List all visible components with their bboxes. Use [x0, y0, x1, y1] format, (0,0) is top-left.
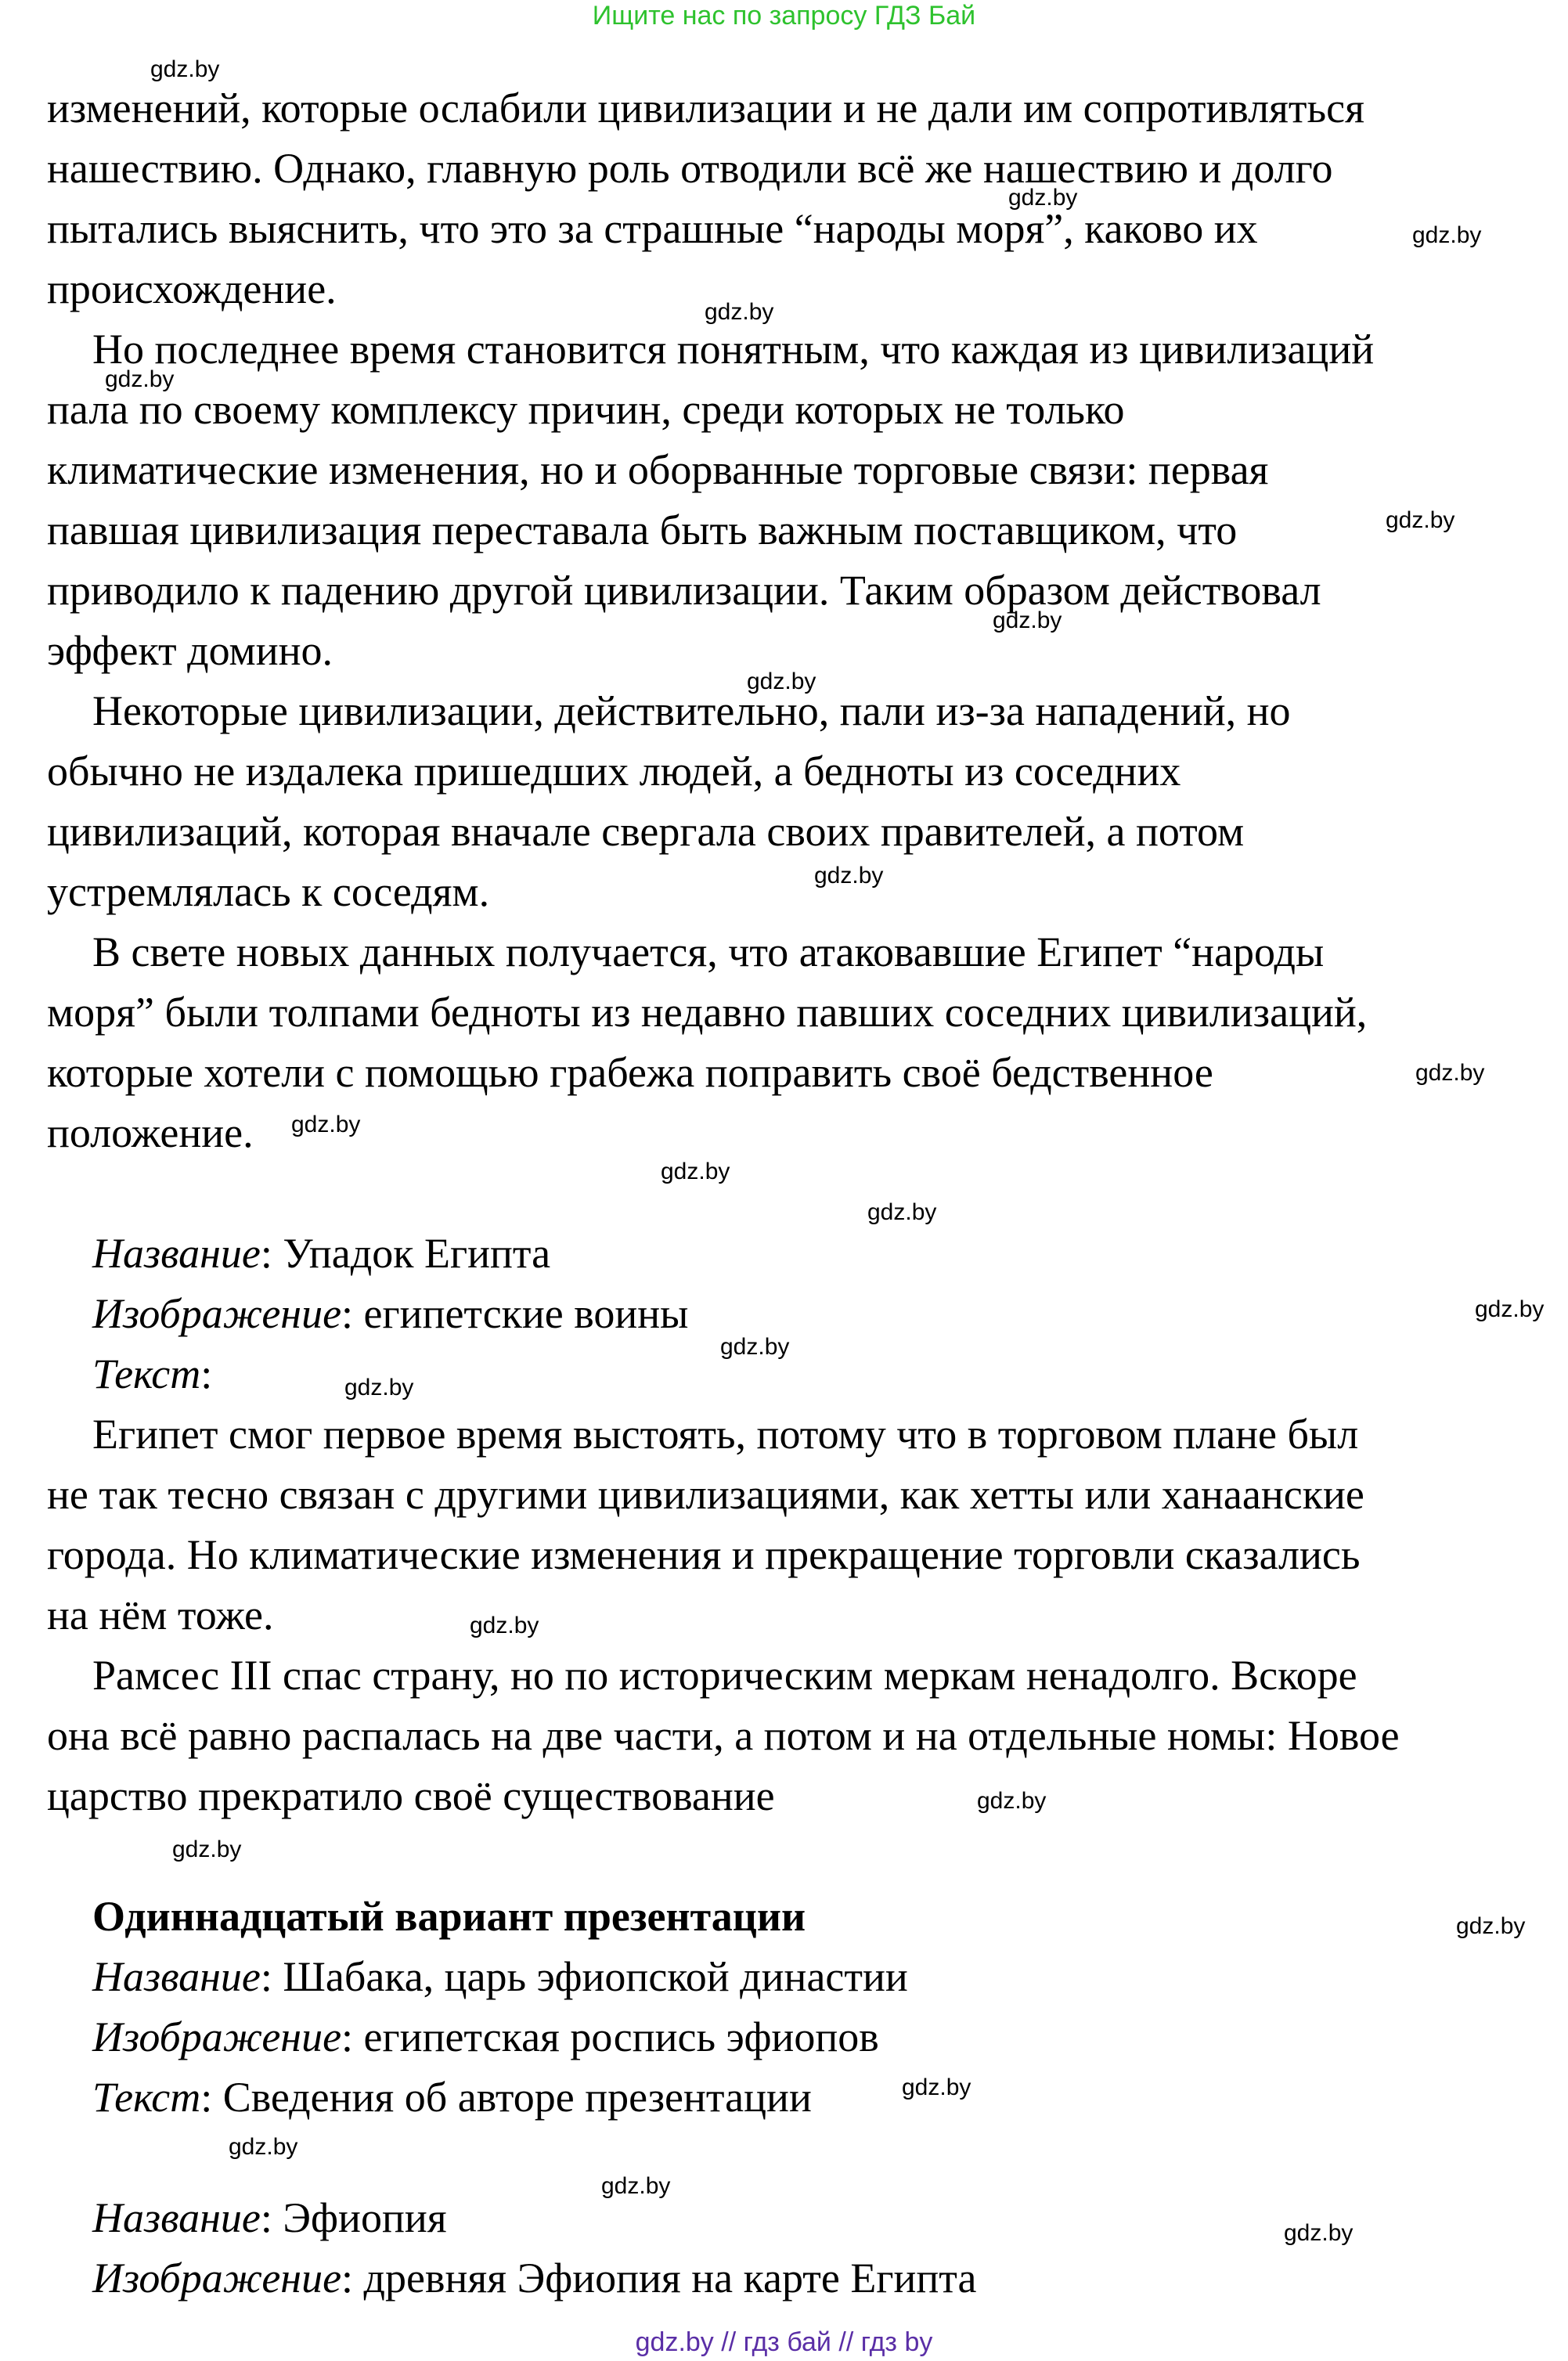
field-value: : Шабака, царь эфиопской династии [260, 1953, 908, 2000]
watermark: gdz.by [747, 669, 816, 694]
document-body [47, 78, 1534, 2309]
text-line: эффект домино. [47, 627, 333, 674]
watermark: gdz.by [344, 1375, 414, 1400]
field-label: Изображение [92, 1290, 342, 1337]
text-line: положение. [47, 1109, 254, 1156]
field-label: Текст [92, 1350, 201, 1397]
text-line: пытались выяснить, что это за страшные “народы моря”, каково их [47, 205, 1258, 252]
field-value: : древняя Эфиопия на карте Египта [341, 2255, 977, 2302]
paragraph-2 [47, 319, 1534, 681]
paragraph-6 [47, 1645, 1534, 1826]
watermark: gdz.by [814, 863, 884, 889]
watermark: gdz.by [105, 366, 175, 392]
watermark: gdz.by [1415, 1060, 1485, 1086]
watermark: gdz.by [867, 1199, 937, 1225]
text-line: приводило к падению другой цивилизации. Таким образом действовал [47, 567, 1321, 614]
text-line: В свете новых данных получается, что атаковавшие Египет “народы [92, 928, 1325, 975]
watermark: gdz.by [1412, 222, 1482, 248]
text-line: обычно не издалека пришедших людей, а бедноты из соседних [47, 748, 1181, 795]
watermark: gdz.by [291, 1112, 361, 1137]
text-line: которые хотели с помощью грабежа поправить своё бедственное [47, 1049, 1213, 1096]
text-line: пала по своему комплексу причин, среди которых не только [47, 386, 1125, 433]
watermark: gdz.by [977, 1788, 1047, 1814]
slide-text-line [47, 1344, 1534, 1404]
watermark: gdz.by [720, 1334, 790, 1360]
paragraph-4 [47, 922, 1534, 1163]
text-line: Но последнее время становится понятным, что каждая из цивилизаций [92, 326, 1375, 373]
field-label: Название [92, 1230, 261, 1277]
section-heading: Одиннадцатый вариант презентации [92, 1893, 806, 1940]
slide-image-line [47, 1284, 1534, 1344]
watermark: gdz.by [993, 607, 1062, 633]
text-line: Египет смог первое время выстоять, потому что в торговом плане был [92, 1411, 1359, 1458]
watermark: gdz.by [705, 299, 774, 325]
watermark: gdz.by [1008, 185, 1078, 211]
watermark: gdz.by [150, 56, 220, 82]
field-label: Текст [92, 2074, 201, 2121]
text-line: на нём тоже. [47, 1591, 274, 1638]
watermark: gdz.by [470, 1613, 539, 1638]
watermark: gdz.by [661, 1159, 730, 1184]
text-line: климатические изменения, но и оборванные торговые связи: первая [47, 446, 1269, 493]
slide-title-line [47, 1224, 1534, 1284]
slide-shabaka [47, 1947, 1534, 2128]
watermark: gdz.by [1456, 1913, 1526, 1939]
text-line: моря” были толпами бедноты из недавно павших соседних цивилизаций, [47, 989, 1368, 1036]
text-line: происхождение. [47, 265, 337, 312]
text-line: павшая цивилизация переставала быть важным поставщиком, что [47, 506, 1238, 553]
spacer [47, 1163, 1534, 1224]
slide-image-line [47, 2007, 1534, 2067]
watermark: gdz.by [229, 2134, 298, 2160]
slide-image-line [47, 2248, 1534, 2309]
text-line: Рамсес III спас страну, но по историческим меркам ненадолго. Вскоре [92, 1652, 1357, 1699]
footer-links: gdz.by // гдз бай // гдз by [635, 2327, 933, 2357]
text-line: не так тесно связан с другими цивилизациями, как хетты или ханаанские [47, 1471, 1364, 1518]
slide-ethiopia [47, 2188, 1534, 2309]
field-label: Название [92, 1953, 261, 2000]
field-label: Название [92, 2194, 261, 2241]
field-label: Изображение [92, 2013, 342, 2060]
watermark: gdz.by [1386, 507, 1455, 533]
text-line: Некоторые цивилизации, действительно, пали из-за нападений, но [92, 687, 1291, 734]
field-label: Изображение [92, 2255, 342, 2302]
paragraph-3 [47, 681, 1534, 922]
field-value: : египетские воины [341, 1290, 689, 1337]
paragraph-1 [47, 78, 1534, 319]
watermark: gdz.by [1475, 1296, 1545, 1322]
watermark: gdz.by [601, 2173, 671, 2199]
field-value: : Эфиопия [260, 2194, 447, 2241]
text-line: устремлялась к соседям. [47, 868, 490, 915]
slide-text-line [47, 2067, 1534, 2128]
paragraph-5 [47, 1404, 1534, 1645]
text-line: она всё равно распалась на две части, а потом и на отдельные номы: Новое [47, 1712, 1400, 1759]
text-line: города. Но климатические изменения и прекращение торговли сказались [47, 1531, 1361, 1578]
watermark: gdz.by [172, 1837, 242, 1862]
spacer [47, 1826, 1534, 1887]
field-value: : Сведения об авторе презентации [200, 2074, 812, 2121]
slide-egypt-decline [47, 1224, 1534, 1404]
text-line: цивилизаций, которая вначале свергала своих правителей, а потом [47, 808, 1245, 855]
text-line: царство прекратило своё существование [47, 1772, 775, 1819]
field-value: : Упадок Египта [260, 1230, 551, 1277]
field-value: : египетская роспись эфиопов [341, 2013, 879, 2060]
text-line: изменений, которые ослабили цивилизации и не дали им сопротивляться [47, 85, 1364, 132]
top-banner: Ищите нас по запросу ГДЗ Бай [592, 1, 976, 31]
field-value: : [200, 1350, 213, 1397]
slide-title-line [47, 1947, 1534, 2007]
watermark: gdz.by [1284, 2220, 1354, 2246]
text-line: нашествию. Однако, главную роль отводили всё же нашествию и долго [47, 145, 1333, 192]
watermark: gdz.by [902, 2074, 971, 2100]
